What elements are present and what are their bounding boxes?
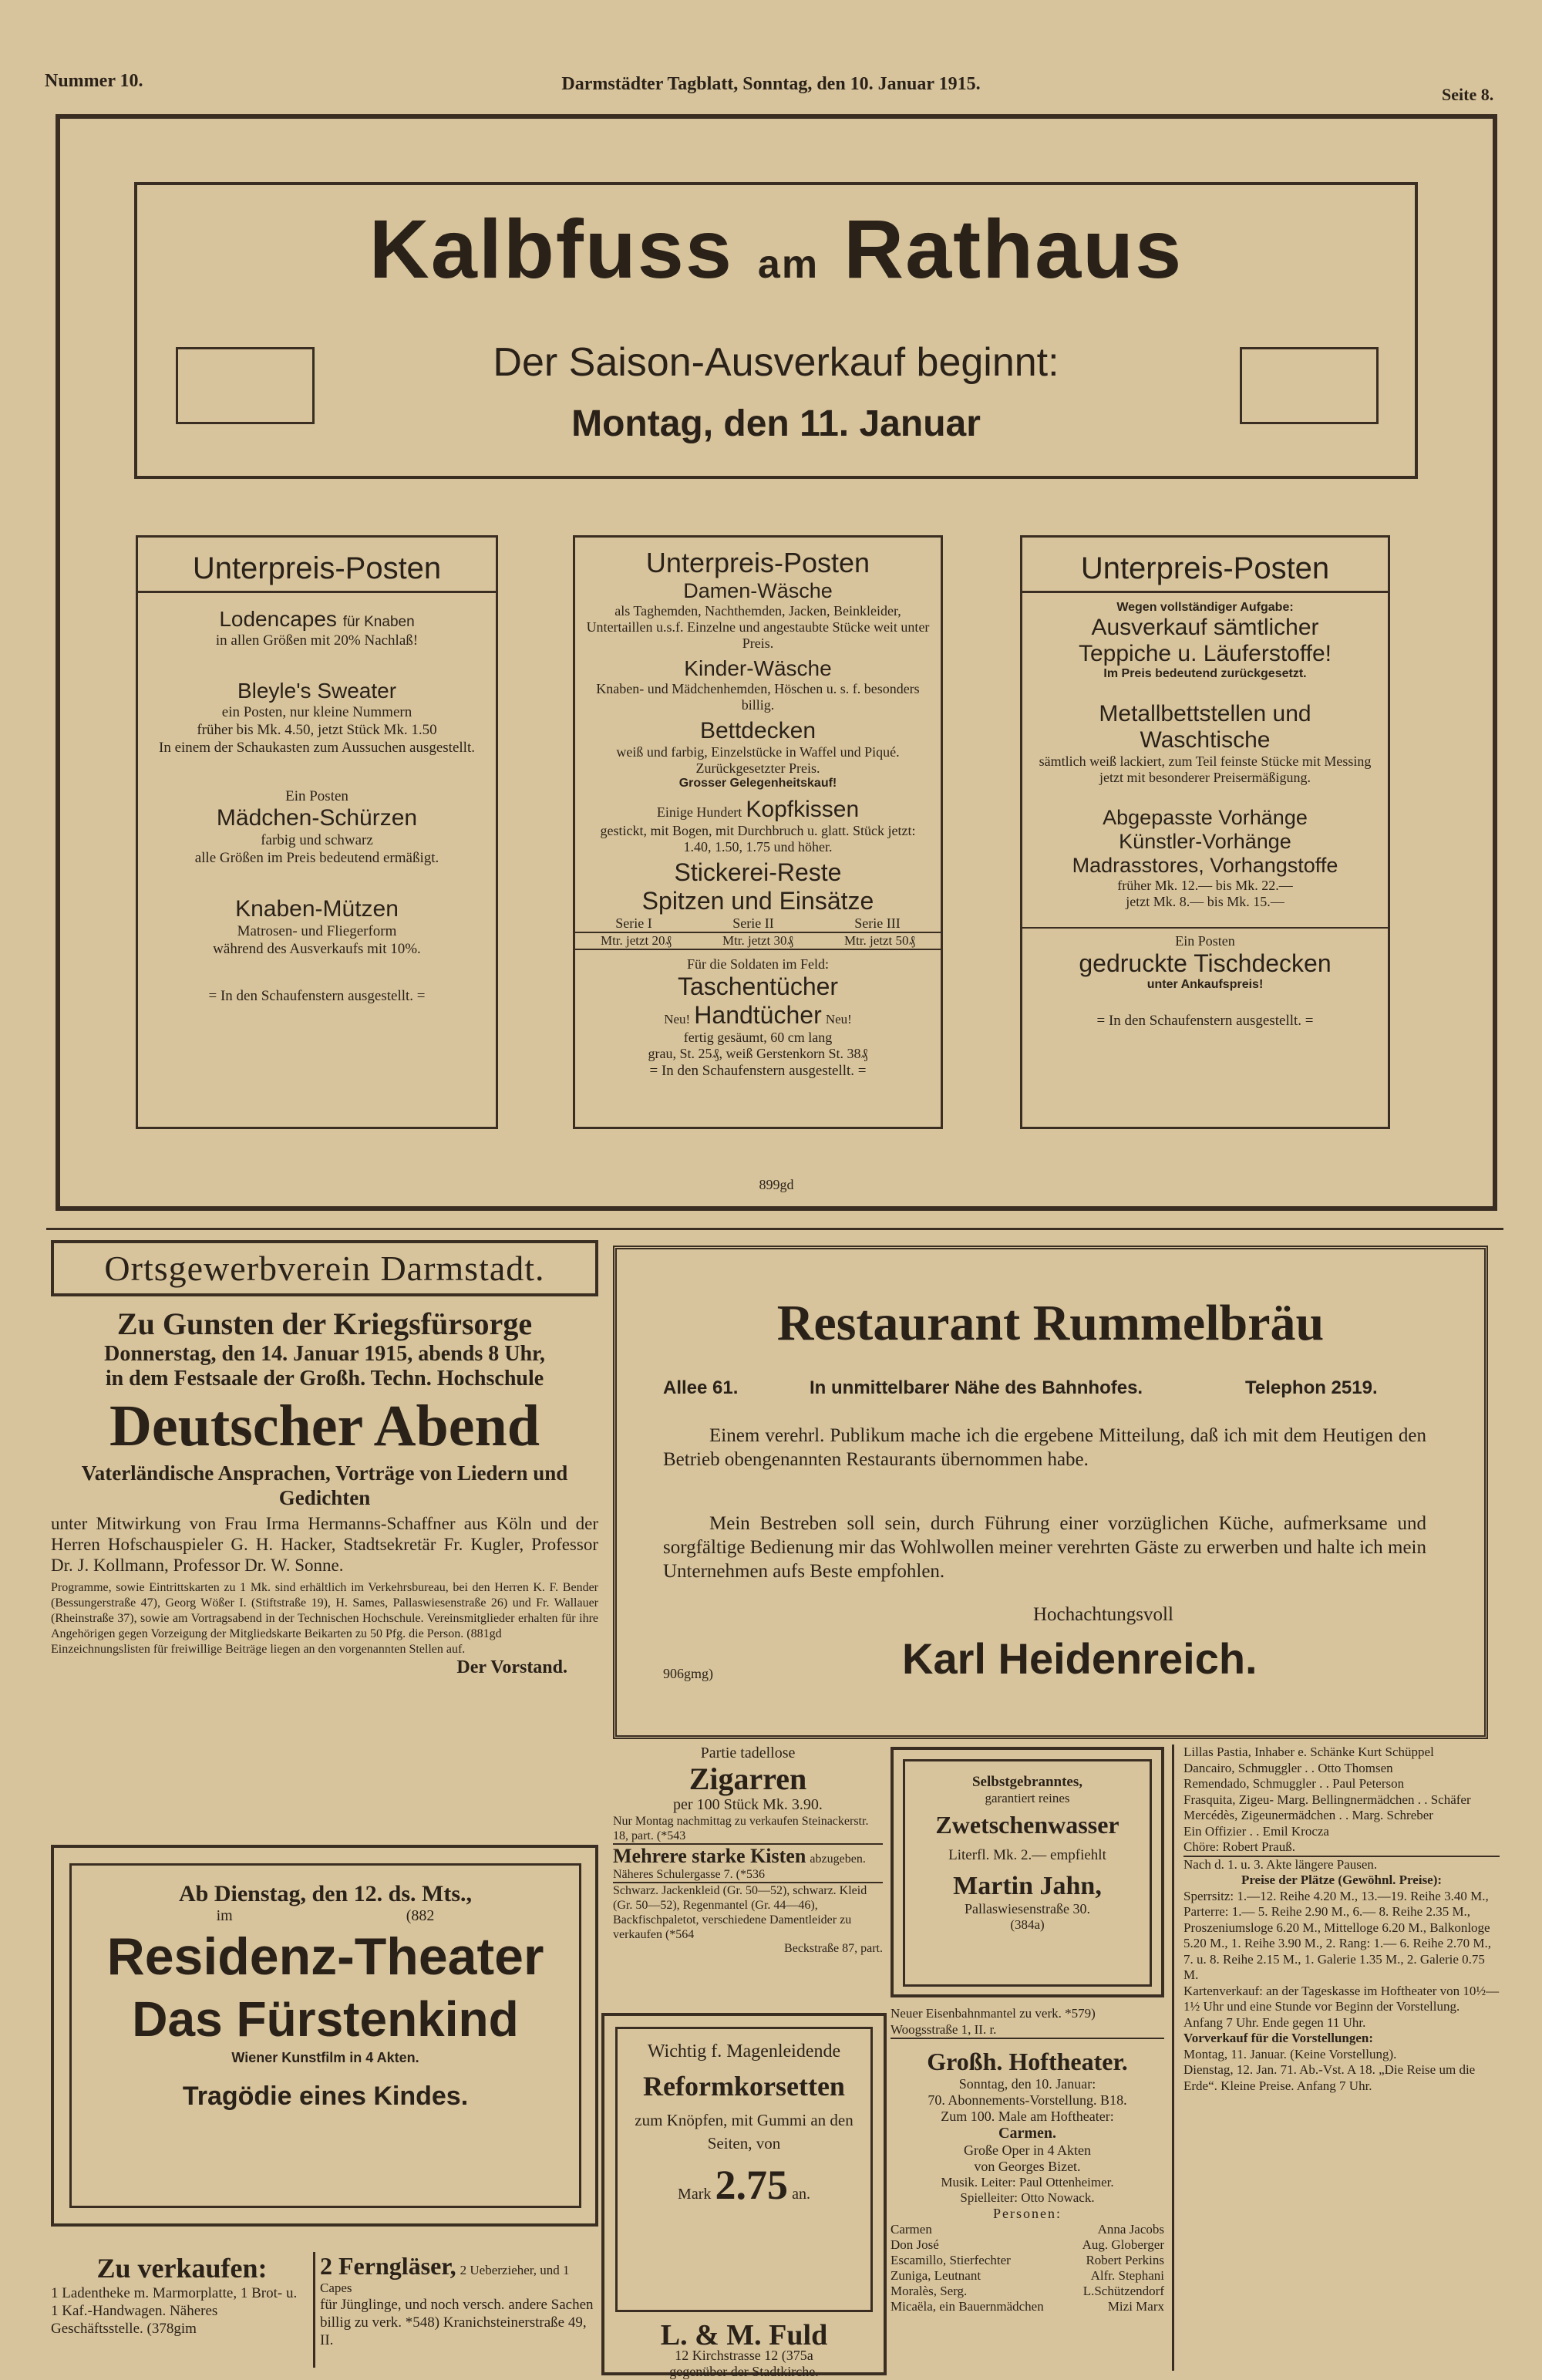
deutscher-abend: Deutscher Abend (109, 1394, 540, 1458)
sale-headline: Der Saison-Ausverkauf beginnt: (493, 340, 1059, 385)
header-issue: Nummer 10. (45, 71, 143, 91)
kalbfuss-brand (137, 201, 1415, 297)
col2-h7-row: Neu! Handtücher Neu! (664, 1001, 852, 1029)
kleid-addr: Beckstraße 87, part. (784, 1942, 883, 1955)
cast-role: Micaëla, ein Bauernmädchen (891, 2299, 1044, 2314)
zwetschen-name: Martin Jahn, (953, 1872, 1102, 1900)
verkaufen-b (320, 2252, 601, 2368)
col2-t7b: grau, St. 25₰, weiß Gerstenkorn St. 38₰ (648, 1046, 868, 1061)
cast2-p6: Dienstag, 12. Jan. 71. Ab.-Vst. A 18. „Die Reise um die Erde“. Kleine Preise. Anfang 7 Uhr. (1183, 2062, 1476, 2093)
residenz-film: Das Fürstenkind (132, 1991, 519, 2047)
header-title: Darmstädter Tagblatt, Sonntag, den 10. Januar 1915. (561, 74, 981, 94)
zwetschen-code: (384a) (1010, 1917, 1045, 1932)
col1-t1: in allen Größen mit 20% Nachlaß! (215, 632, 419, 649)
col2-h6: Taschentücher (677, 973, 839, 1000)
restaurant-owner: Karl Heidenreich. (902, 1634, 1258, 1683)
reform-big: Reformkorsetten (643, 2071, 845, 2102)
verkaufen-a-text: 1 Ladentheke m. Marmorplatte, 1 Brot- u. 1 Kaf.-Handwagen. Näheres Geschäftsstelle. (378gim (51, 2285, 298, 2337)
zigarren-l2: per 100 Stück Mk. 3.90. (673, 1796, 823, 1813)
zwetschen-addr: Pallaswiesenstraße 30. (965, 1901, 1090, 1916)
col1-foot: = In den Schaufenstern ausgestellt. = (208, 988, 426, 1004)
zigarren-l1: Partie tadellose (700, 1745, 796, 1761)
hof-t1: Sonntag, den 10. Januar: (958, 2076, 1096, 2092)
reform-price-row: Mark 2.75 an. (678, 2162, 810, 2208)
col3-t2b: jetzt mit besonderer Preisermäßigung. (1099, 770, 1311, 785)
cast-actor: Alfr. Stephani (1090, 2268, 1164, 2283)
prices-title: Preise der Plätze (Gewöhnl. Preise): (1241, 1873, 1443, 1887)
ortsgewerbe-small2: Einzeichnungslisten für freiwillige Beiträge liegen an den vorgenannten Stellen auf. (51, 1643, 466, 1656)
hof-t2: 70. Abonnements-Vorstellung. B18. (928, 2092, 1127, 2108)
ortsgewerbe-l3: in dem Festsaale der Großh. Techn. Hochschule (105, 1367, 544, 1391)
col3-h4: gedruckte Tischdecken (1079, 949, 1332, 977)
cast2-p1: Nach d. 1. u. 3. Akte längere Pausen. (1183, 1856, 1500, 1873)
kalbfuss-code: 899gd (759, 1177, 794, 1192)
col3-t2: sämtlich weiß lackiert, zum Teil feinste Stücke mit Messing (1039, 753, 1372, 769)
ortsgewerbe-sub: Vaterländische Ansprachen, Vorträge von Liedern und Gedichten (81, 1461, 568, 1509)
hof-t6: Musik. Leiter: Paul Ottenheimer. (941, 2175, 1114, 2190)
cast-role: Escamillo, Stierfechter (891, 2253, 1011, 2267)
zigarren-ad (613, 1745, 883, 2011)
price-1: Mtr. jetzt 20₰ (600, 933, 672, 948)
col3-h3c: Madrasstores, Vorhangstoffe (1072, 854, 1338, 877)
reform-l2: zum Knöpfen, mit Gummi an den Seiten, von (635, 2111, 853, 2152)
hoftheater-ad (891, 2048, 1164, 2372)
cast2-line: Ein Offizier . . Emil Krocza (1183, 1823, 1329, 1839)
zwetschen-l1: Selbstgebranntes, (971, 1774, 1083, 1790)
header-page: Seite 8. (1442, 85, 1494, 104)
residenz-ad (51, 1845, 598, 2227)
restaurant-title: Restaurant Rummelbräu (776, 1295, 1325, 1351)
zwetschen-l2: garantiert reines (985, 1791, 1070, 1805)
col2-h3: Bettdecken (699, 718, 816, 743)
col3-h1: Ausverkauf sämtlicher (1091, 615, 1319, 640)
col3-h2b: Waschtische (1140, 727, 1271, 753)
col1-h3: Mädchen-Schürzen (216, 805, 418, 831)
col1-t4a: Matrosen- und Fliegerform (237, 923, 397, 939)
col3-title: Unterpreis-Posten (1022, 538, 1388, 593)
series-3: Serie III (854, 915, 901, 931)
cast2-p5: Montag, 11. Januar. (Keine Vorstellung). (1183, 2046, 1397, 2061)
hof-title: Großh. Hoftheater. (927, 2048, 1128, 2075)
zigarren-l3: Nur Montag nachmittag zu verkaufen Steinackerstr. 18, part. (*543 (613, 1814, 883, 1845)
cast-row (891, 2284, 1164, 2299)
col1-h4: Knaben-Mützen (235, 896, 399, 922)
residenz-sub: Wiener Kunstfilm in 4 Akten. (231, 2050, 419, 2065)
cast-actor: Robert Perkins (1086, 2253, 1164, 2267)
col3-t4: Ein Posten (1022, 927, 1388, 949)
col2-t1: als Taghemden, Nachthemden, Jacken, Beinkleider, Untertaillen u.s.f. Einzelne und angestaubte Stücke weit unter Preis. (586, 603, 930, 651)
col1-t2c: In einem der Schaukasten zum Aussuchen ausgestellt. (159, 740, 475, 756)
reform-ad (601, 2013, 887, 2379)
zwetschen-big: Zwetschenwasser (935, 1811, 1119, 1839)
verkaufen-b-head: 2 Ferngläser, 2 Ueberzieher, und 1 Capes (320, 2252, 570, 2295)
hof-t3: Zum 100. Male am Hoftheater: (941, 2109, 1114, 2124)
reform-name: L. & M. Fuld (660, 2319, 828, 2351)
ortsgewerbe-l1: Zu Gunsten der Kriegsfürsorge (116, 1306, 533, 1341)
cast-actor: Mizi Marx (1107, 2299, 1164, 2314)
kalbfuss-col3 (1020, 535, 1390, 1129)
cast-actor: Anna Jacobs (1097, 2222, 1164, 2237)
zwetschen-l3: Literfl. Mk. 2.— empfiehlt (948, 1847, 1106, 1863)
restaurant-p1: Einem verehrl. Publikum mache ich die ergebene Mitteilung, daß ich mit dem Heutigen den Betrieb obengenannten Restaurants übernommen habe. (663, 1425, 1426, 1470)
col2-foot: = In den Schaufenstern ausgestellt. = (649, 1063, 867, 1079)
col2-t7: fertig gesäumt, 60 cm lang (683, 1030, 833, 1045)
restaurant-ad (613, 1246, 1488, 1739)
col2-series (575, 915, 941, 932)
restaurant-p2: Mein Bestreben soll sein, durch Führung einer vorzüglichen Küche, aufmerksame und sorgfältige Bedienung mir das Wohlwollen meiner verehrten Gäste zu erwerben und halte ich mein Unternehmen aufs Beste empfohlen. (663, 1513, 1426, 1582)
verkaufen-b-text: für Jünglinge, und noch versch. andere Sachen billig zu verk. *548) Kranichsteinerstraße 49, II. (320, 2297, 594, 2348)
cast2-line: Frasquita, Zigeu- Marg. Bellingnermädchen . . Schäfer (1183, 1792, 1471, 1807)
reform-inner (615, 2027, 873, 2312)
col1-t3a: farbig und schwarz (261, 832, 373, 848)
ornament-right (1240, 347, 1379, 424)
kleid-text: Schwarz. Jackenkleid (Gr. 50—52), schwarz. Kleid (Gr. 50—52), Regenmantel (Gr. 44—46), Backfischpaletot, verschiedene Damentleider zu verkaufen (*564 (613, 1884, 867, 1941)
divider (46, 1228, 1503, 1230)
hof-pers: Personen: (993, 2206, 1062, 2221)
series-2: Serie II (732, 915, 774, 931)
sale-date: Montag, den 11. Januar (571, 403, 981, 444)
col1-t2a: ein Posten, nur kleine Nummern (221, 704, 412, 720)
cast2-line: Chöre: Robert Prauß. (1183, 1839, 1295, 1854)
reform-addr: 12 Kirchstrasse 12 (375a gegenüber der Stadtkirche. (669, 2348, 819, 2379)
cast-list (891, 2222, 1164, 2314)
col3-t1: Wegen vollständiger Aufgabe: (1116, 601, 1294, 614)
col2-title: Unterpreis-Posten (645, 547, 870, 578)
residenz-tag: Tragödie eines Kindes. (182, 2082, 469, 2111)
col2-kissen: Einige Hundert Kopfkissen (656, 797, 860, 822)
prices-text: Sperrsitz: 1.—12. Reihe 4.20 M., 13.—19. Reihe 3.40 M., Parterre: 1.— 5. Reihe 2.90 M., 6.— 8. Reihe 2.35 M., Proszeniumsloge 6.20 M., Mittelloge 6.20 M., Balkonloge 5.20 M., 1. Reihe 3.90 M., 2. Rang: 1.— 6. Reihe 2.70 M., 7. u. 8. Reihe 2.15 M., 1. Galerie 1.35 M., 2. Galerie 0.75 M. (1183, 1888, 1492, 1982)
hof-t4: Große Oper in 4 Akten (964, 2142, 1091, 2158)
brand-place: Rathaus (843, 202, 1183, 295)
col3-h3: Abgepasste Vorhänge (1103, 806, 1308, 829)
restaurant-addr: Allee 61. (663, 1377, 739, 1398)
hof-t5: von Georges Bizet. (974, 2159, 1081, 2174)
ortsgewerbe-l2: Donnerstag, den 14. Januar 1915, abends 8 Uhr, (104, 1342, 545, 1366)
zwetschen-ad (891, 1747, 1164, 1997)
reform-l1: Wichtig f. Magenleidende (647, 2041, 841, 2061)
col2-h2: Kinder-Wäsche (684, 656, 832, 680)
cast2-p2: Kartenverkauf: an der Tageskasse im Hoftheater von 10½—1½ Uhr und eine Stunde vor Beginn der Vorstellung. (1183, 1983, 1500, 2014)
col2-t2: Knaben- und Mädchenhemden, Höschen u. s. f. besonders billig. (596, 681, 920, 713)
col2-h5: Stickerei-Reste (674, 858, 842, 886)
residenz-inner (69, 1863, 581, 2208)
col3-t4b: unter Ankaufspreis! (1146, 978, 1264, 991)
cast-actor: L.Schützendorf (1082, 2284, 1164, 2298)
ortsgewerbe-text: unter Mitwirkung von Frau Irma Hermanns-Schaffner aus Köln und der Herren Hofschauspieler G. H. Hacker, Stadtsekretär Fr. Kugler, Professor Dr. J. Kollmann, Professor Dr. W. Sonne. (51, 1514, 598, 1575)
ornament-left (176, 347, 315, 424)
col1-title: Unterpreis-Posten (138, 538, 496, 593)
residenz-l1: Ab Dienstag, den 12. ds. Mts., (178, 1881, 473, 1906)
col1-t4b: während des Ausverkaufs mit 10%. (213, 941, 421, 957)
cast2-p4: Vorverkauf für die Vorstellungen: (1183, 2031, 1374, 2045)
hof-t7: Spielleiter: Otto Nowack. (960, 2190, 1095, 2205)
verkaufen-a (51, 2252, 315, 2368)
col1-h1: Lodencapes für Knaben (219, 607, 415, 631)
cast2-line: Dancairo, Schmuggler . . Otto Thomsen (1183, 1760, 1393, 1775)
col3-h3b: Künstler-Vorhänge (1119, 830, 1291, 853)
col3-foot: = In den Schaufenstern ausgestellt. = (1096, 1013, 1314, 1029)
price-2: Mtr. jetzt 30₰ (722, 933, 794, 948)
col3-t3: früher Mk. 12.— bis Mk. 22.— (1117, 878, 1293, 893)
brand-name: Kalbfuss (369, 202, 733, 295)
col1-t2b: früher bis Mk. 4.50, jetzt Stück Mk. 1.50 (197, 722, 437, 738)
col3-t3b: jetzt Mk. 8.— bis Mk. 15.— (1126, 894, 1284, 909)
hof-work: Carmen. (998, 2125, 1056, 2142)
restaurant-tel: Telephon 2519. (1245, 1377, 1378, 1398)
cast2-line: Remendado, Schmuggler . . Paul Peterson (1183, 1776, 1405, 1791)
residenz-name: Residenz-Theater (106, 1927, 544, 1986)
zigarren-big: Zigarren (689, 1761, 807, 1796)
eisenbahn-ad: Neuer Eisenbahnmantel zu verk. *579) Woogsstraße 1, II. r. (891, 2005, 1164, 2039)
verkaufen-a-title: Zu verkaufen: (96, 2253, 268, 2284)
kalbfuss-banner (134, 182, 1418, 479)
price-3: Mtr. jetzt 50₰ (843, 933, 916, 948)
zwetschen-inner (903, 1759, 1152, 1987)
col3-t1b: Im Preis bedeutend zurückgesetzt. (1103, 667, 1307, 680)
series-1: Serie I (615, 915, 652, 931)
col2-t3: weiß und farbig, Einzelstücke in Waffel und Piqué. Zurückgesetzter Preis. (616, 744, 900, 776)
cast-row (891, 2237, 1164, 2253)
ortsgewerbe-sign: Der Vorstand. (456, 1657, 567, 1677)
restaurant-near: In unmittelbarer Nähe des Bahnhofes. (810, 1377, 1143, 1398)
col2-h5b: Spitzen und Einsätze (641, 887, 874, 915)
ortsgewerbe-ad (51, 1240, 598, 1830)
ortsgewerbe-small: Programme, sowie Eintrittskarten zu 1 Mk. sind erhältlich im Verkehrsbureau, bei den Herren K. F. Bender (Bessungerstraße 47), Georg Wößer I. (Stiftstraße 19), H. Sames, Pallaswiesenstraße 26) und Fr. Wallauer (Rheinstraße 37), sowie am Vortragsabend in der Technischen Hochschule. Vereinsmitglieder erhalten für ihre Angehörigen gegen Vorzeigung der Mitgliedskarte Beikarten zu 50 Pfg. die Person. (881gd (51, 1581, 598, 1640)
cast-role: Moralès, Serg. (891, 2284, 968, 2298)
cast-role: Carmen (891, 2222, 932, 2237)
cast2-list (1183, 1745, 1500, 1856)
cast-row (891, 2253, 1164, 2268)
restaurant-code: 906gmg) (663, 1666, 713, 1681)
col3-h1b: Teppiche u. Läuferstoffe! (1078, 641, 1332, 666)
cast2-line: Lillas Pastia, Inhaber e. Schänke Kurt Schüppel (1183, 1745, 1434, 1759)
col2-h1: Damen-Wäsche (683, 579, 833, 602)
col2-t6: Für die Soldaten im Feld: (687, 956, 829, 972)
cast-actor: Aug. Globerger (1082, 2237, 1164, 2252)
kalbfuss-col2 (573, 535, 943, 1129)
cast2-p3: Anfang 7 Uhr. Ende gegen 11 Uhr. (1183, 2014, 1366, 2030)
col3-h2: Metallbettstellen und (1099, 701, 1311, 726)
col1-t3b: alle Größen im Preis bedeutend ermäßigt. (194, 850, 439, 866)
restaurant-regards: Hochachtungsvoll (1033, 1604, 1173, 1625)
kisten-head: Mehrere starke Kisten abzugeben. (613, 1845, 866, 1867)
kalbfuss-ad (56, 114, 1497, 1211)
residenz-l2: im (882 (216, 1907, 435, 1924)
col2-t4b: gestickt, mit Bogen, mit Durchbruch u. glatt. Stück jetzt: 1.40, 1.50, 1.75 und höher. (600, 823, 916, 855)
hoftheater-info (1172, 1745, 1500, 2371)
cast-row (891, 2268, 1164, 2284)
col2-prices (575, 932, 941, 950)
col1-t3: Ein Posten (285, 788, 348, 804)
col2-t3b: Grosser Gelegenheitskauf! (678, 777, 837, 790)
col1-h2: Bleyle's Sweater (237, 679, 397, 703)
brand-am: am (757, 242, 820, 287)
kisten-addr: Näheres Schulergasse 7. (*536 (613, 1868, 883, 1883)
ortsgewerbe-banner: Ortsgewerbverein Darmstadt. (51, 1240, 598, 1296)
cast-role: Don José (891, 2237, 939, 2252)
cast-row (891, 2222, 1164, 2237)
cast2-line: Mercédès, Zigeunermädchen . . Marg. Schreber (1183, 1808, 1433, 1822)
cast-role: Zuniga, Leutnant (891, 2268, 981, 2283)
cast-row (891, 2299, 1164, 2314)
kalbfuss-col1 (136, 535, 498, 1129)
